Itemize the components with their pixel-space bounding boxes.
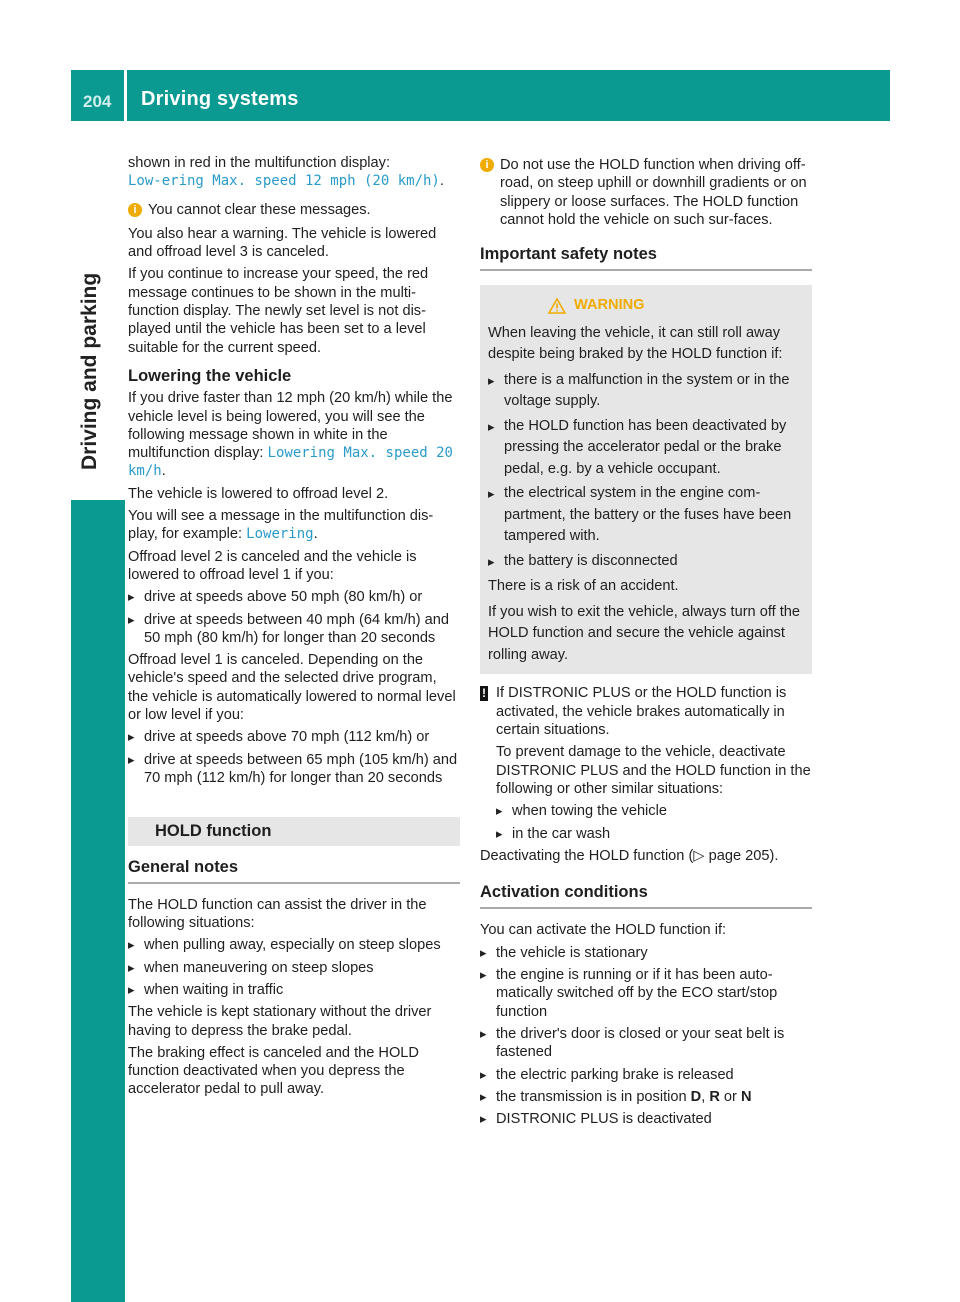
heading-activation: Activation conditions xyxy=(480,883,812,909)
page-number: 204 xyxy=(83,92,112,111)
page-ref-arrow-icon: ▷ xyxy=(693,847,705,864)
list-item: ▸ there is a malfunction in the system or in the voltage supply. xyxy=(488,370,804,413)
list-item: ▸ when towing the vehicle xyxy=(496,802,812,820)
page-ref-link[interactable]: page 205). xyxy=(704,847,779,864)
bullet-list xyxy=(488,370,804,573)
heading-safety-notes: Important safety notes xyxy=(480,245,812,271)
paragraph: The vehicle is kept stationary without the driver having to depress the brake pedal. xyxy=(128,1004,432,1039)
list-item: ▸ the engine is running or if it has been auto-matically switched off by the ECO start/stop function xyxy=(480,966,812,1021)
bullet-list xyxy=(496,802,812,843)
paragraph: The braking effect is canceled and the HOLD function deactivated when you depress the accelerator pedal to pull away. xyxy=(128,1044,419,1098)
list-item: ▸ DISTRONIC PLUS is deactivated xyxy=(480,1110,812,1128)
list-item: ▸ the battery is disconnected xyxy=(488,551,804,573)
bullet-list xyxy=(128,728,460,787)
warning-box xyxy=(480,285,812,674)
caution-note xyxy=(480,684,812,846)
list-item: ▸ the transmission is in position D, R or N xyxy=(480,1088,812,1106)
list-item: ▸ drive at speeds between 40 mph (64 km/h) and 50 mph (80 km/h) for longer than 20 seconds xyxy=(128,611,460,648)
paragraph: Offroad level 1 is canceled. Depending on the vehicle's speed and the selected drive program, the vehicle is automatically lowered to normal level or low level if you: xyxy=(128,652,456,724)
info-note: i You cannot clear these messages. xyxy=(128,201,460,219)
paragraph: If DISTRONIC PLUS or the HOLD function is activated, the vehicle brakes automatically in certain situations. xyxy=(496,685,787,739)
right-column xyxy=(480,156,812,1132)
paragraph: You can activate the HOLD function if: xyxy=(480,922,727,939)
list-item: ▸ when waiting in traffic xyxy=(128,981,460,999)
list-item: ▸ the electrical system in the engine com-partment, the battery or the fuses have been tampered with. xyxy=(488,483,804,548)
paragraph: If you drive faster than 12 mph (20 km/h) while the vehicle level is being lowered, you will see the following message shown in white in the multifunction display: Lowering Max. speed 20 km/h. xyxy=(128,390,453,480)
exclamation-icon: ! xyxy=(482,686,486,701)
list-item: ▸ drive at speeds above 50 mph (80 km/h) or xyxy=(128,588,460,606)
list-item: ▸ drive at speeds above 70 mph (112 km/h) or xyxy=(128,728,460,746)
display-message: Lowering Max. speed 20 km/h xyxy=(128,445,453,480)
list-item: ▸ when maneuvering on steep slopes xyxy=(128,959,460,977)
paragraph: The vehicle is lowered to offroad level 2. xyxy=(128,485,389,502)
info-icon: i xyxy=(480,158,494,172)
list-item: ▸ in the car wash xyxy=(496,825,812,843)
info-note: i Do not use the HOLD function when driving off-road, on steep uphill or downhill gradients or on slippery or loose surfaces. The HOLD function cannot hold the vehicle on such sur-faces. xyxy=(480,156,812,229)
paragraph: If you wish to exit the vehicle, always turn off the HOLD function and secure the vehicle against rolling away. xyxy=(488,603,801,663)
list-item: ▸ when pulling away, especially on steep slopes xyxy=(128,936,460,954)
paragraph: The HOLD function can assist the driver in the following situations: xyxy=(128,896,427,932)
paragraph: Offroad level 2 is canceled and the vehicle is lowered to offroad level 1 if you: xyxy=(128,548,417,583)
heading-general-notes: General notes xyxy=(128,858,460,884)
warning-header xyxy=(548,295,804,317)
paragraph: Deactivating the HOLD function (▷ page 205). xyxy=(480,847,779,864)
list-item: ▸ the vehicle is stationary xyxy=(480,944,812,962)
paragraph: You also hear a warning. The vehicle is lowered and offroad level 3 is canceled. xyxy=(128,225,437,261)
bullet-list xyxy=(480,944,812,1129)
list-item: ▸ the HOLD function has been deactivated by pressing the accelerator pedal or the brake pedal, e.g. by a vehicle occupant. xyxy=(488,416,804,481)
header-separator xyxy=(124,70,127,121)
list-item: ▸ the driver's door is closed or your seat belt is fastened xyxy=(480,1025,812,1062)
list-item: ▸ drive at speeds between 65 mph (105 km/h) and 70 mph (112 km/h) for longer than 20 seconds xyxy=(128,751,460,788)
paragraph: shown in red in the multifunction display: Low‑ering Max. speed 12 mph (20 km/h). xyxy=(128,155,444,190)
display-message: Low‑ering Max. speed 12 mph (20 km/h) xyxy=(128,173,440,190)
bullet-list xyxy=(128,936,460,999)
chapter-tab xyxy=(78,272,120,510)
heading-lowering: Lowering the vehicle xyxy=(128,366,292,385)
list-item: ▸ the electric parking brake is released xyxy=(480,1066,812,1084)
warning-triangle-icon xyxy=(548,298,566,314)
left-column xyxy=(128,154,460,1103)
info-icon: i xyxy=(128,203,142,217)
warning-label: WARNING xyxy=(574,297,645,314)
chapter-tab-block xyxy=(71,500,125,1302)
section-title: Driving systems xyxy=(141,88,299,110)
bullet-list xyxy=(128,588,460,647)
paragraph: You will see a message in the multifunction dis-play, for example: Lowering. xyxy=(128,508,434,543)
chapter-label: Driving and parking xyxy=(78,272,101,470)
display-message: Lowering xyxy=(246,526,314,543)
paragraph: To prevent damage to the vehicle, deactivate DISTRONIC PLUS and the HOLD function in the following or other similar situations: xyxy=(496,744,811,797)
warning-intro: When leaving the vehicle, it can still roll away despite being braked by the HOLD function if: xyxy=(488,324,783,363)
hold-function-title: HOLD function xyxy=(128,817,460,845)
page-header xyxy=(71,70,890,121)
paragraph: There is a risk of an accident. xyxy=(488,578,679,595)
paragraph: If you continue to increase your speed, the red message continues to be shown in the multi-function display. The newly set level is not dis-played until the vehicle has been set to a level suitable for the current speed. xyxy=(128,266,429,356)
